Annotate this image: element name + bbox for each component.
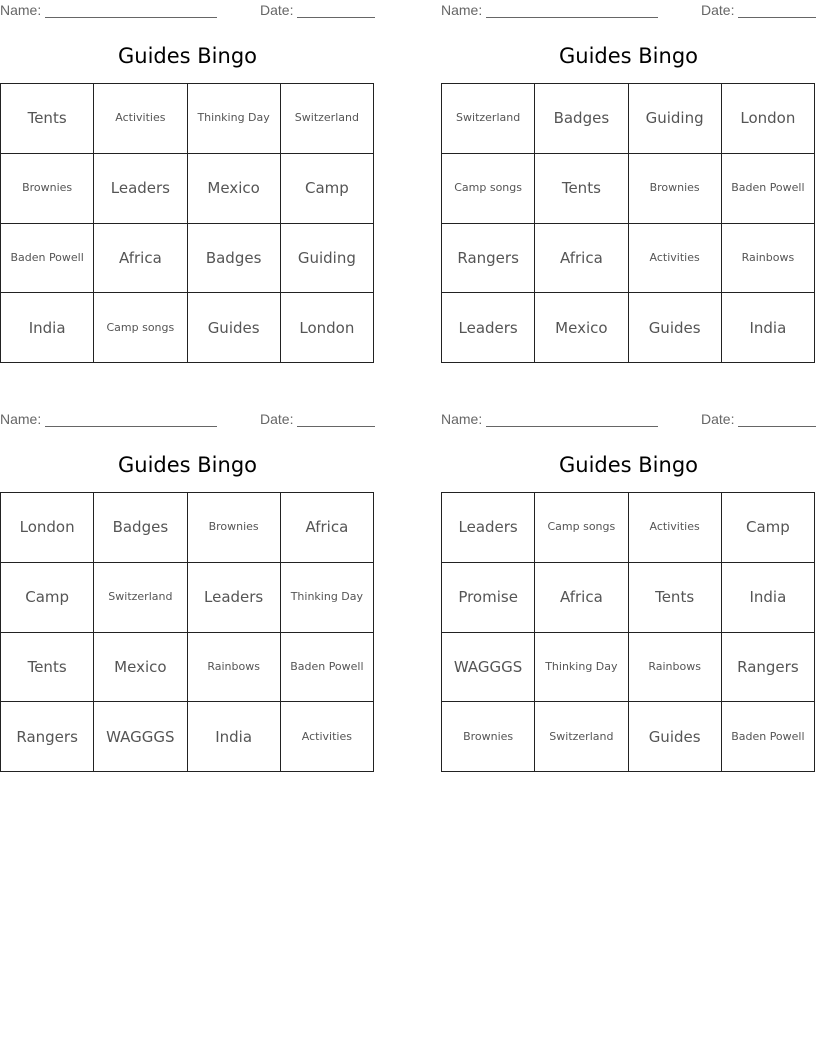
bingo-cell: Baden Powell: [722, 702, 815, 772]
bingo-cell: Mexico: [535, 293, 628, 363]
bingo-cell: India: [722, 293, 815, 363]
bingo-cell: Africa: [535, 224, 628, 294]
bingo-cell: Promise: [442, 563, 535, 633]
bingo-cell: Africa: [94, 224, 187, 294]
name-label: Name:: [441, 411, 483, 427]
name-field-line: [45, 426, 217, 427]
bingo-card: [0, 0, 375, 364]
name-field-line: [486, 426, 658, 427]
bingo-cell: Badges: [188, 224, 281, 294]
bingo-cell: Activities: [629, 224, 722, 294]
bingo-cell: Tents: [535, 154, 628, 224]
date-field-line: [297, 17, 375, 18]
bingo-card: [441, 409, 816, 773]
bingo-cell: Camp songs: [442, 154, 535, 224]
bingo-cell: Activities: [94, 84, 187, 154]
bingo-card: [0, 409, 375, 773]
bingo-cell: London: [1, 493, 94, 563]
bingo-cell: Tents: [1, 633, 94, 703]
bingo-cell: Leaders: [442, 293, 535, 363]
bingo-cell: Baden Powell: [281, 633, 374, 703]
bingo-cell: Switzerland: [442, 84, 535, 154]
date-label: Date:: [701, 411, 735, 427]
bingo-cell: Africa: [281, 493, 374, 563]
date-field-line: [738, 17, 816, 18]
bingo-cell: Brownies: [188, 493, 281, 563]
bingo-cell: Baden Powell: [722, 154, 815, 224]
bingo-cell: Mexico: [94, 633, 187, 703]
bingo-cell: Brownies: [442, 702, 535, 772]
bingo-cell: London: [722, 84, 815, 154]
bingo-cell: Camp songs: [535, 493, 628, 563]
bingo-cell: Leaders: [188, 563, 281, 633]
bingo-cell: Switzerland: [281, 84, 374, 154]
bingo-grid: [0, 492, 374, 772]
bingo-cell: India: [1, 293, 94, 363]
bingo-cell: Guides: [188, 293, 281, 363]
bingo-cell: Rainbows: [188, 633, 281, 703]
bingo-cell: Leaders: [94, 154, 187, 224]
name-label: Name:: [0, 2, 42, 18]
bingo-grid: [441, 492, 815, 772]
bingo-cell: Switzerland: [535, 702, 628, 772]
card-title: Guides Bingo: [558, 453, 698, 477]
bingo-cell: India: [188, 702, 281, 772]
bingo-cell: Thinking Day: [188, 84, 281, 154]
bingo-cell: Rangers: [442, 224, 535, 294]
bingo-cell: Switzerland: [94, 563, 187, 633]
name-field-line: [486, 17, 658, 18]
bingo-cell: Baden Powell: [1, 224, 94, 294]
bingo-cell: Mexico: [188, 154, 281, 224]
date-label: Date:: [260, 411, 294, 427]
bingo-cell: Camp: [1, 563, 94, 633]
bingo-cell: Camp: [722, 493, 815, 563]
name-field-line: [45, 17, 217, 18]
bingo-cell: Tents: [629, 563, 722, 633]
bingo-cell: Badges: [535, 84, 628, 154]
bingo-cell: Rainbows: [722, 224, 815, 294]
date-field-line: [738, 426, 816, 427]
card-title: Guides Bingo: [117, 453, 257, 477]
bingo-cell: India: [722, 563, 815, 633]
bingo-cell: Africa: [535, 563, 628, 633]
name-label: Name:: [0, 411, 42, 427]
bingo-cell: Badges: [94, 493, 187, 563]
bingo-cell: Tents: [1, 84, 94, 154]
bingo-cell: Camp songs: [94, 293, 187, 363]
card-header: [0, 2, 375, 20]
bingo-cell: Activities: [629, 493, 722, 563]
bingo-cell: London: [281, 293, 374, 363]
bingo-cell: Rangers: [1, 702, 94, 772]
bingo-cell: WAGGGS: [94, 702, 187, 772]
bingo-cell: Guiding: [281, 224, 374, 294]
bingo-card: [441, 0, 816, 364]
bingo-cell: Brownies: [629, 154, 722, 224]
card-title: Guides Bingo: [558, 44, 698, 68]
bingo-cell: Guides: [629, 702, 722, 772]
bingo-cell: WAGGGS: [442, 633, 535, 703]
bingo-cell: Thinking Day: [535, 633, 628, 703]
date-label: Date:: [701, 2, 735, 18]
bingo-grid: [0, 83, 374, 363]
bingo-grid: [441, 83, 815, 363]
card-title: Guides Bingo: [117, 44, 257, 68]
bingo-cell: Guides: [629, 293, 722, 363]
bingo-cell: Activities: [281, 702, 374, 772]
bingo-cell: Rangers: [722, 633, 815, 703]
date-field-line: [297, 426, 375, 427]
bingo-cell: Guiding: [629, 84, 722, 154]
card-header: [0, 411, 375, 429]
bingo-cell: Thinking Day: [281, 563, 374, 633]
bingo-cell: Brownies: [1, 154, 94, 224]
bingo-cell: Leaders: [442, 493, 535, 563]
card-header: [441, 411, 816, 429]
bingo-cell: Rainbows: [629, 633, 722, 703]
date-label: Date:: [260, 2, 294, 18]
name-label: Name:: [441, 2, 483, 18]
card-header: [441, 2, 816, 20]
bingo-cell: Camp: [281, 154, 374, 224]
